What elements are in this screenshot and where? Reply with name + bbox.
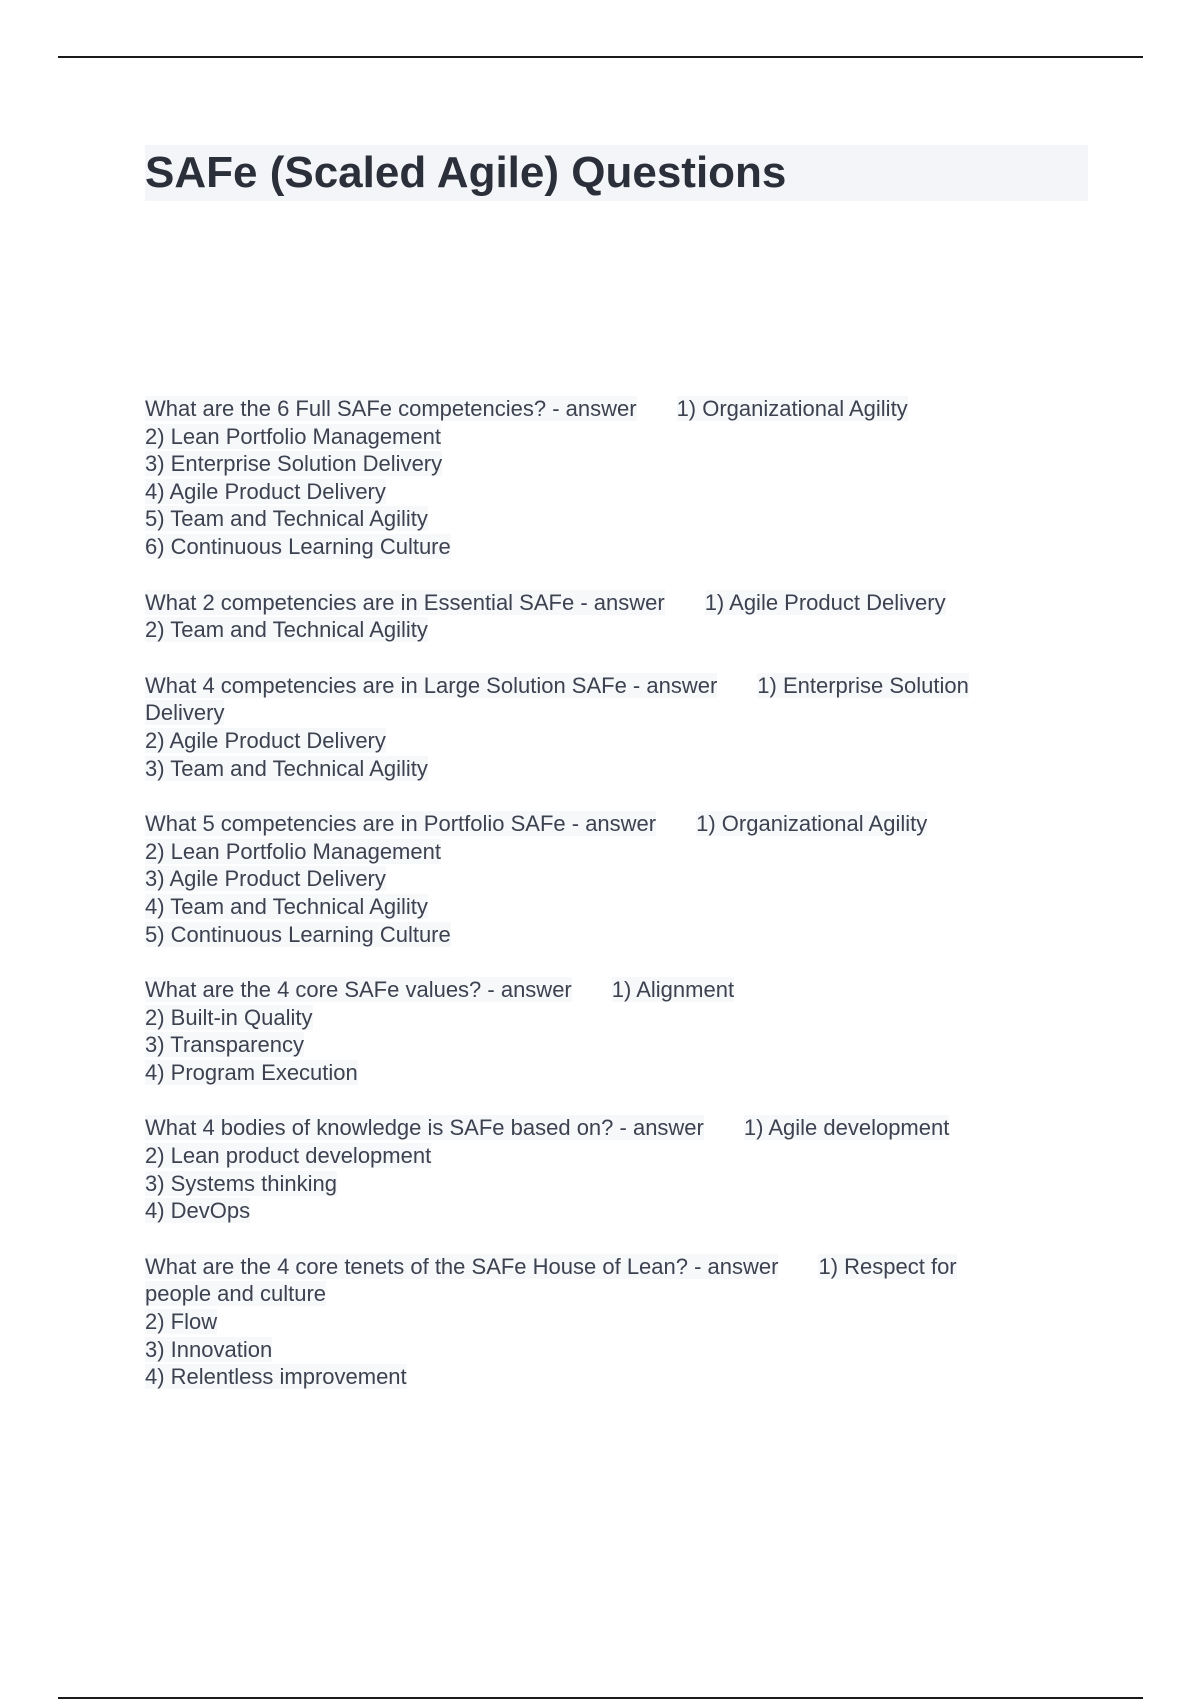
qa-list (145, 395, 1080, 1419)
answer-item: 1) Alignment (611, 977, 735, 1003)
answer-line (145, 1059, 1080, 1087)
answer-line (145, 1197, 1080, 1225)
top-rule (58, 56, 1143, 58)
answer-line (145, 865, 1080, 893)
answer-item: 2) Lean Portfolio Management (145, 423, 441, 449)
question-line (145, 976, 1080, 1004)
answer-item: 1) Agile development (743, 1115, 950, 1141)
question-text: What 4 bodies of knowledge is SAFe based on? - answer (145, 1115, 704, 1141)
bottom-rule (58, 1697, 1143, 1699)
qa-item (145, 1114, 1080, 1224)
answer-line (145, 1308, 1080, 1336)
question-text: What 4 competencies are in Large Solution SAFe - answer (145, 672, 718, 698)
answer-item: people and culture (145, 1281, 327, 1307)
answer-item: 2) Lean Portfolio Management (145, 838, 441, 864)
answer-line (145, 699, 1080, 727)
question-text: What are the 4 core tenets of the SAFe House of Lean? - answer (145, 1253, 779, 1279)
qa-item (145, 810, 1080, 948)
answer-line (145, 893, 1080, 921)
answer-line (145, 727, 1080, 755)
answer-item: 2) Agile Product Delivery (145, 727, 386, 753)
answer-item: 3) Team and Technical Agility (145, 755, 428, 781)
qa-item (145, 589, 1080, 644)
answer-line (145, 1336, 1080, 1364)
answer-item: 4) Team and Technical Agility (145, 893, 428, 919)
answer-item: 4) DevOps (145, 1198, 251, 1224)
answer-item: 2) Built-in Quality (145, 1004, 313, 1030)
qa-item (145, 672, 1080, 782)
question-line (145, 395, 1080, 423)
answer-line (145, 1170, 1080, 1198)
answer-line (145, 1142, 1080, 1170)
answer-item: 1) Agile Product Delivery (704, 589, 946, 615)
qa-item (145, 395, 1080, 561)
answer-item: 1) Organizational Agility (676, 396, 908, 421)
answer-item: 3) Enterprise Solution Delivery (145, 451, 443, 477)
answer-item: 4) Program Execution (145, 1059, 358, 1085)
question-line (145, 1253, 1080, 1281)
answer-line (145, 478, 1080, 506)
answer-item: 1) Respect for (818, 1253, 957, 1279)
answer-item: 6) Continuous Learning Culture (145, 533, 451, 559)
answer-line (145, 1280, 1080, 1308)
answer-line (145, 423, 1080, 451)
question-line (145, 672, 1080, 700)
answer-item: 3) Innovation (145, 1336, 273, 1362)
answer-line (145, 450, 1080, 478)
question-text: What are the 4 core SAFe values? - answer (145, 977, 572, 1003)
answer-line (145, 1031, 1080, 1059)
answer-item: 5) Team and Technical Agility (145, 506, 428, 532)
answer-item: 3) Systems thinking (145, 1170, 337, 1196)
answer-line (145, 755, 1080, 783)
question-text: What 5 competencies are in Portfolio SAFe - answer (145, 811, 657, 837)
answer-line (145, 1004, 1080, 1032)
answer-item: 5) Continuous Learning Culture (145, 921, 451, 947)
answer-item: 4) Relentless improvement (145, 1364, 407, 1390)
answer-item: 3) Transparency (145, 1032, 304, 1058)
qa-item (145, 976, 1080, 1086)
answer-line (145, 616, 1080, 644)
answer-line (145, 1363, 1080, 1391)
question-line (145, 1114, 1080, 1142)
answer-item: 3) Agile Product Delivery (145, 866, 386, 892)
question-text: What 2 competencies are in Essential SAFe - answer (145, 589, 665, 615)
answer-item: Delivery (145, 700, 225, 726)
answer-line (145, 533, 1080, 561)
answer-item: 2) Lean product development (145, 1143, 432, 1169)
answer-item: 1) Enterprise Solution (757, 672, 969, 698)
answer-line (145, 921, 1080, 949)
page-title: SAFe (Scaled Agile) Questions (145, 148, 787, 197)
question-line (145, 810, 1080, 838)
question-line (145, 589, 1080, 617)
answer-line (145, 838, 1080, 866)
answer-item: 2) Flow (145, 1309, 218, 1335)
answer-item: 4) Agile Product Delivery (145, 478, 386, 504)
qa-item (145, 1253, 1080, 1391)
answer-line (145, 505, 1080, 533)
answer-item: 1) Organizational Agility (696, 811, 928, 837)
question-text: What are the 6 Full SAFe competencies? - answer (145, 396, 637, 421)
answer-item: 2) Team and Technical Agility (145, 617, 428, 643)
